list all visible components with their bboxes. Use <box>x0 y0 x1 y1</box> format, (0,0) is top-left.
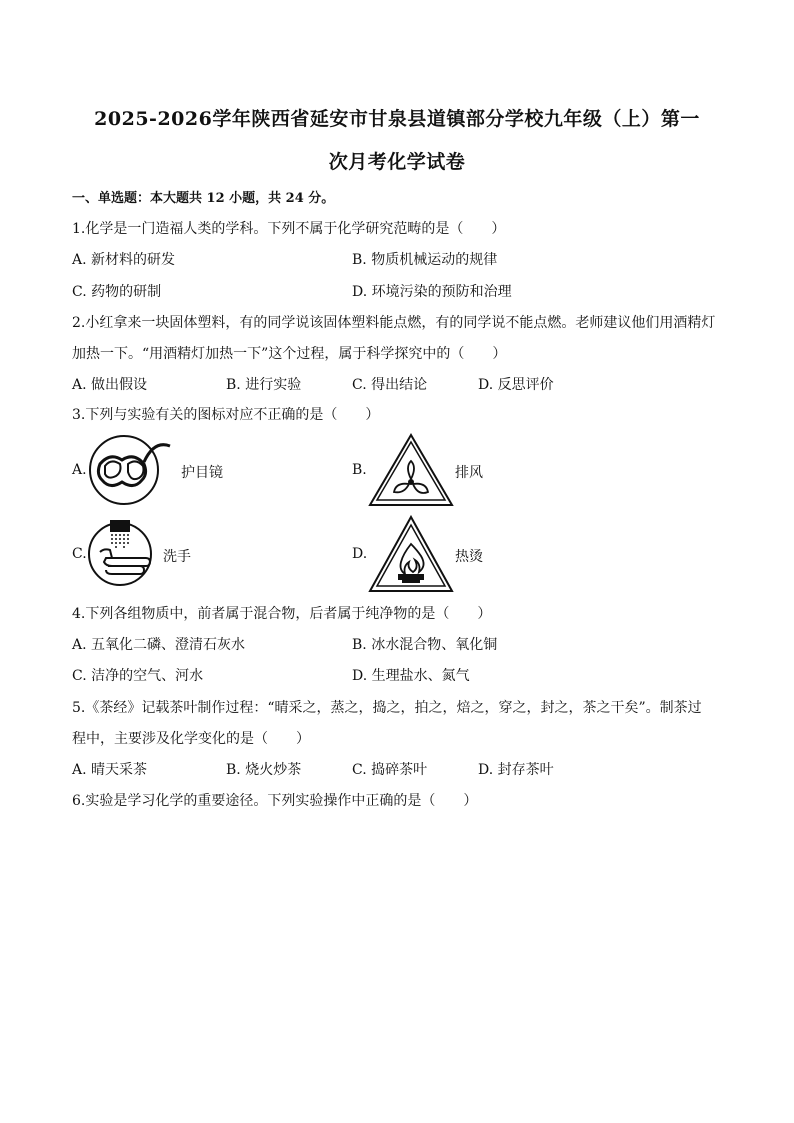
question-3-option-c-label: 洗手 <box>163 549 191 565</box>
question-6-stem: 6.实验是学习化学的重要途径。下列实验操作中正确的是（ ） <box>72 793 478 809</box>
question-1-option-a: A. 新材料的研发 <box>72 252 176 268</box>
hand-wash-icon <box>86 514 166 594</box>
question-5-stem-line1: 5.《茶经》记载茶叶制作过程：“晴采之，蒸之，捣之，拍之，焙之，穿之，封之，茶之干矣”。制茶过 <box>72 700 702 716</box>
question-4-option-d: D. 生理盐水、氮气 <box>352 668 470 684</box>
question-3-option-b-label: 排风 <box>455 465 483 481</box>
question-3-option-a-label: 护目镜 <box>181 465 223 481</box>
question-1-option-b: B. 物质机械运动的规律 <box>352 252 498 268</box>
exam-title-line2: 次月考化学试卷 <box>328 151 466 173</box>
question-5-option-b: B. 烧火炒茶 <box>226 762 302 778</box>
question-4-option-a: A. 五氧化二磷、澄清石灰水 <box>72 637 246 653</box>
question-3-option-c-letter: C. <box>72 546 87 562</box>
question-4-stem: 4.下列各组物质中，前者属于混合物，后者属于纯净物的是（ ） <box>72 606 492 622</box>
question-2-stem-line2: 加热一下。“用酒精灯加热一下”这个过程，属于科学探究中的（ ） <box>72 346 507 362</box>
question-4-option-b: B. 冰水混合物、氧化铜 <box>352 637 498 653</box>
question-1-option-c: C. 药物的研制 <box>72 284 162 300</box>
question-4-option-c: C. 洁净的空气、河水 <box>72 668 204 684</box>
question-2-option-c: C. 得出结论 <box>352 377 428 393</box>
question-1-stem: 1.化学是一门造福人类的学科。下列不属于化学研究范畴的是（ ） <box>72 221 506 237</box>
hot-flame-icon <box>366 514 456 594</box>
question-3-option-d-letter: D. <box>352 546 368 562</box>
question-5-option-a: A. 晴天采茶 <box>72 762 148 778</box>
question-5-option-c: C. 捣碎茶叶 <box>352 762 428 778</box>
question-3-option-d-label: 热烫 <box>455 549 483 565</box>
exam-title-line1: 2025-2026学年陕西省延安市甘泉县道镇部分学校九年级（上）第一 <box>94 108 700 130</box>
goggles-icon <box>86 432 176 508</box>
question-3-stem: 3.下列与实验有关的图标对应不正确的是（ ） <box>72 407 380 423</box>
question-2-stem-line1: 2.小红拿来一块固体塑料，有的同学说该固体塑料能点燃，有的同学说不能点燃。老师建议他们用酒精灯 <box>72 315 716 331</box>
question-2-option-b: B. 进行实验 <box>226 377 302 393</box>
question-1-option-d: D. 环境污染的预防和治理 <box>352 284 512 300</box>
question-5-option-d: D. 封存茶叶 <box>478 762 554 778</box>
question-3-option-a-letter: A. <box>72 462 87 478</box>
question-2-option-d: D. 反思评价 <box>478 377 554 393</box>
question-2-option-a: A. 做出假设 <box>72 377 148 393</box>
exhaust-fan-icon <box>366 432 456 508</box>
question-3-option-b-letter: B. <box>352 462 367 478</box>
section-heading: 一、单选题：本大题共 12 小题，共 24 分。 <box>72 191 335 206</box>
question-5-stem-line2: 程中，主要涉及化学变化的是（ ） <box>72 731 310 747</box>
